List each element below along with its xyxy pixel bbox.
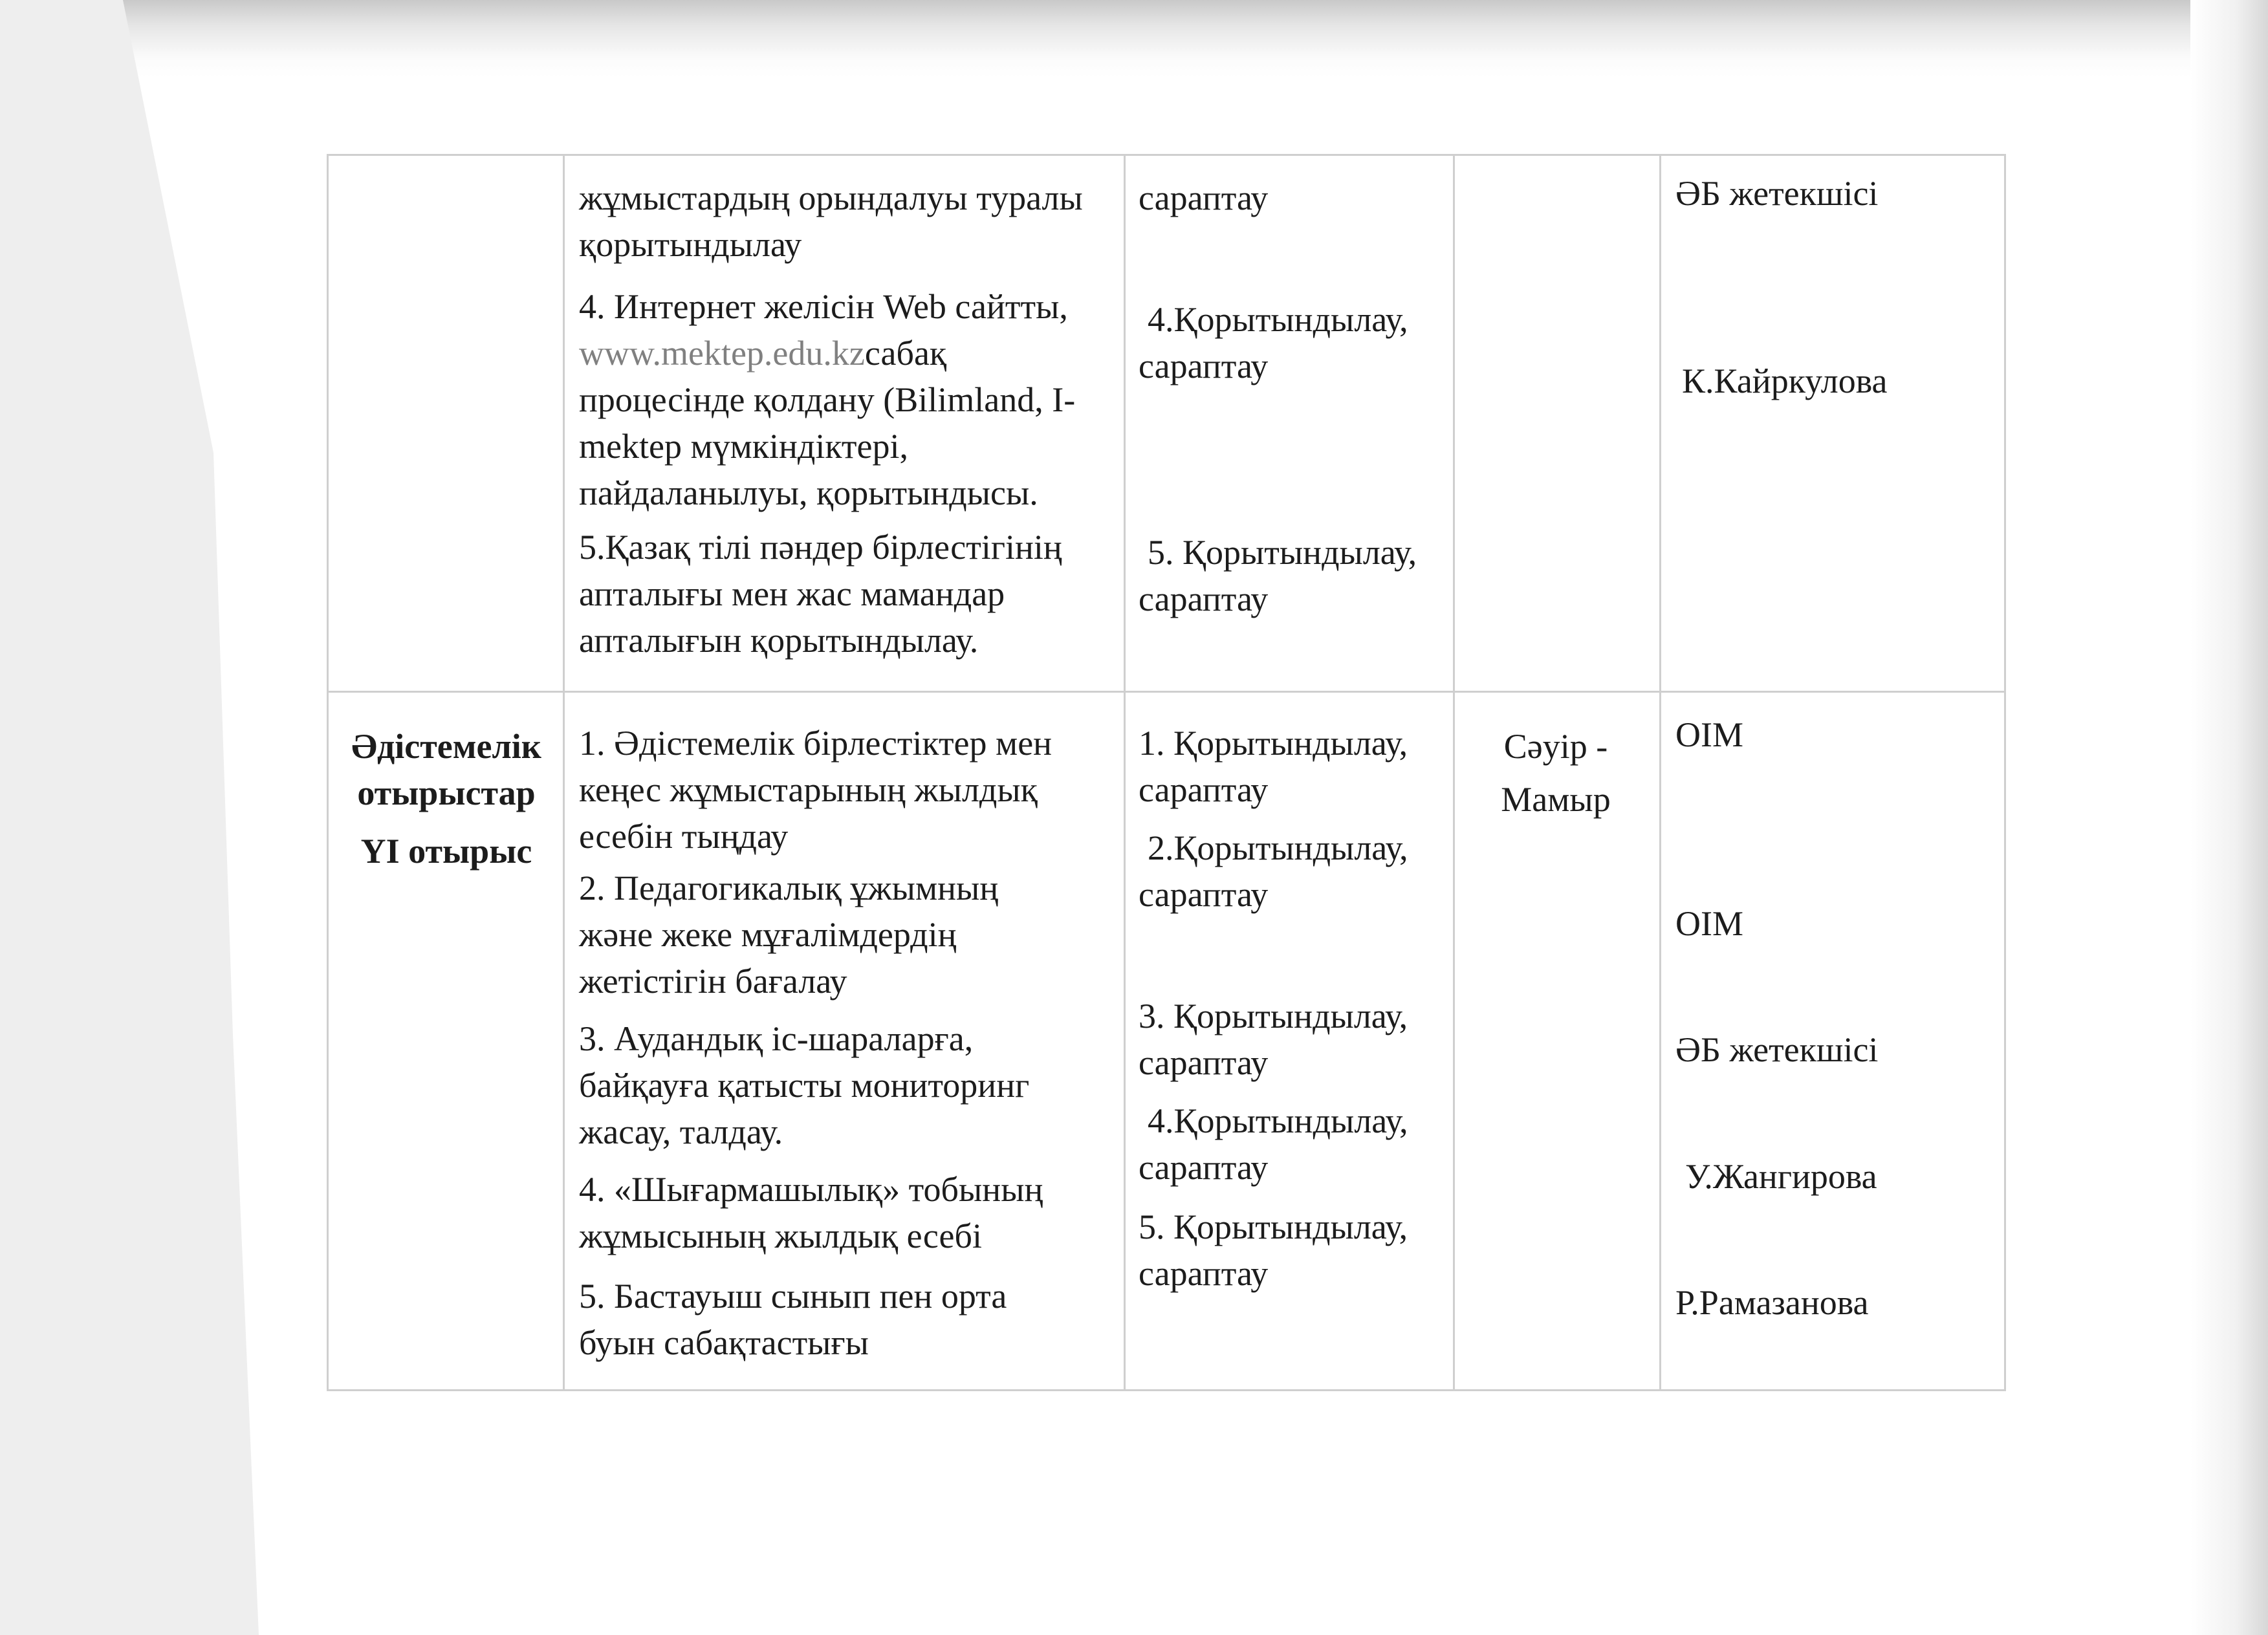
scan-shadow-top bbox=[0, 0, 2268, 78]
form-cell: 2.Қорытындылау, сараптау bbox=[1139, 828, 1408, 914]
work-item: жұмыстардың орындалуы туралы қорытындылау bbox=[579, 179, 1083, 264]
session-label: YI отырыс bbox=[360, 832, 532, 871]
responsible-person: ОІМ bbox=[1675, 715, 1743, 754]
work-item: 5.Қазақ тілі пәндер бірлестігінің апталығы мен жас мамандар апталығын қорытындылау. bbox=[579, 528, 1062, 660]
column-divider bbox=[563, 154, 565, 1391]
scan-shadow-left bbox=[0, 0, 272, 1635]
work-item-cell bbox=[579, 283, 1119, 516]
scan-shadow-right bbox=[2190, 0, 2268, 1635]
work-item: 4. «Шығармашылық» тобының жұмысының жылдық есебі bbox=[579, 1170, 1043, 1255]
form-cell: 5. Қорытындылау, сараптау bbox=[1139, 533, 1417, 618]
timing-month: Мамыр bbox=[1501, 780, 1611, 819]
work-item: 1. Әдістемелік бірлестіктер мен кеңес жұмыстарының жылдық есебін тыңдау bbox=[579, 724, 1052, 856]
responsible-person: ӘБ жетекшісі bbox=[1675, 1030, 1879, 1069]
work-item-text: 4. Интернет желісін Web сайтты, bbox=[579, 287, 1068, 326]
responsible-person: ӘБ жетекшісі bbox=[1675, 174, 1879, 213]
responsible-person: У.Жангирова bbox=[1685, 1157, 1877, 1196]
work-item: 2. Педагогикалық ұжымның және жеке мұғалімдердің жетістігін бағалау bbox=[579, 869, 999, 1001]
column-divider bbox=[1124, 154, 1126, 1391]
table-border-top bbox=[327, 154, 2006, 156]
form-cell: 3. Қорытындылау, сараптау bbox=[1139, 997, 1408, 1082]
form-cell: 1. Қорытындылау, сараптау bbox=[1139, 724, 1408, 809]
form-cell: сараптау bbox=[1139, 179, 1269, 217]
responsible-person: ОІМ bbox=[1675, 904, 1743, 943]
topic-title: Әдістемелік отырыстар bbox=[351, 727, 541, 812]
table-border-bottom bbox=[327, 1389, 2006, 1391]
responsible-person: К.Кайркулова bbox=[1682, 362, 1888, 400]
work-item: 3. Аудандық іс-шараларға, байқауға қатысты мониторинг жасау, талдау. bbox=[579, 1019, 1030, 1151]
column-divider bbox=[2004, 154, 2006, 1391]
website-link[interactable]: www.mektep.edu.kz bbox=[579, 334, 865, 373]
form-cell: 4.Қорытындылау, сараптау bbox=[1139, 300, 1408, 385]
work-item: 5. Бастауыш сынып пен орта буын сабақтастығы bbox=[579, 1277, 1007, 1362]
work-item-cell bbox=[579, 524, 1109, 664]
row-divider bbox=[327, 691, 2006, 693]
timing-cell bbox=[1459, 720, 1653, 826]
column-divider bbox=[1453, 154, 1455, 1391]
work-item-text: сабақ процесінде қолдану (Bilimland, I-mektep мүмкіндіктері, пайдаланылуы, қорытындысы. bbox=[579, 334, 1076, 512]
work-item-cell bbox=[579, 175, 1109, 268]
column-divider bbox=[1659, 154, 1661, 1391]
timing-month: Сәуір - bbox=[1503, 727, 1608, 766]
column-divider bbox=[327, 154, 329, 1391]
responsible-person: Р.Рамазанова bbox=[1675, 1283, 1869, 1322]
form-cell: 4.Қорытындылау, сараптау bbox=[1139, 1101, 1408, 1187]
form-cell: 5. Қорытындылау, сараптау bbox=[1139, 1207, 1408, 1293]
work-item bbox=[579, 283, 1119, 516]
